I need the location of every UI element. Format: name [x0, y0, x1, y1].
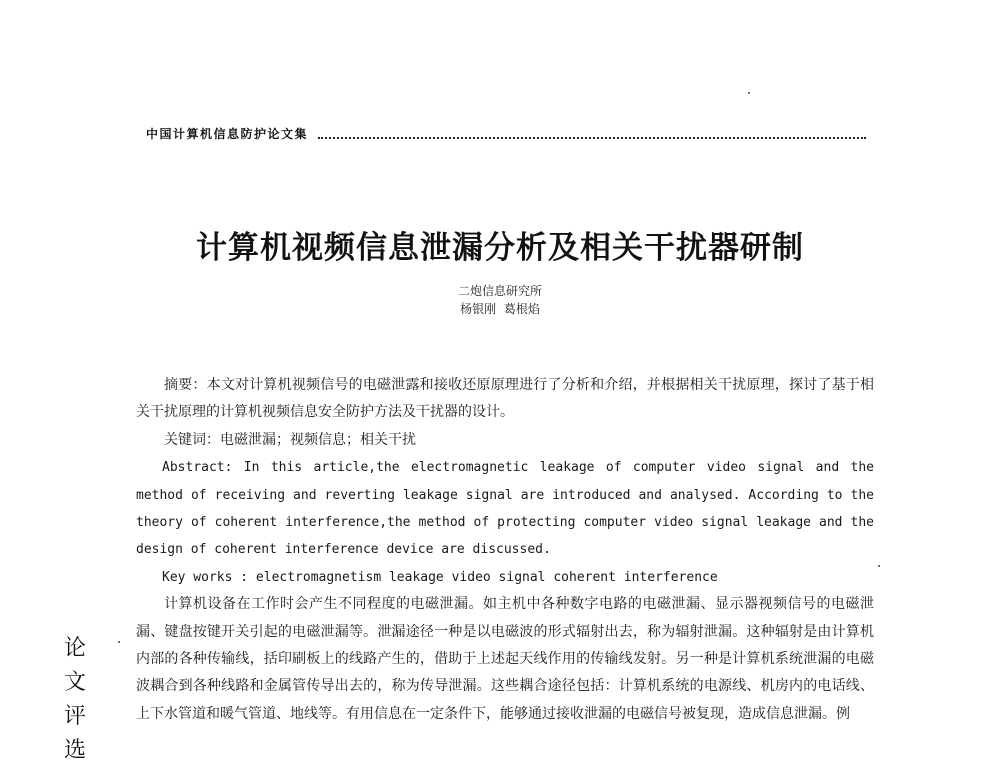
abstract-english: Abstract: In this article,the electromagnetic leakage of computer video signal and the method of receiving and reverting leakage signal are introduced and analysed. According to the theory of coherent interference,the method of protecting computer video signal leakage and the design of coherent interference device are discussed. [136, 460, 874, 558]
body-paragraph: 计算机设备在工作时会产生不同程度的电磁泄漏。如主机中各种数字电路的电磁泄漏、显示器视频信号的电磁泄漏、键盘按键开关引起的电磁泄漏等。泄漏途径一种是以电磁波的形式辐射出去，称为辐射泄漏。这种辐射是由计算机内部的各种传输线，括印刷板上的线路产生的，借助于上述起天线作用的传输线发射。另一种是计算机系统泄漏的电磁波耦合到各种线路和金属管传导出去的，称为传导泄漏。这些耦合途径包括：计算机系统的电源线、机房内的电话线、上下水管道和暖气管道、地线等。有用信息在一定条件下，能够通过接收泄漏的电磁信号被复现，造成信息泄漏。例 [136, 596, 874, 722]
keywords-chinese: 关键词：电磁泄漏；视频信息；相关干扰 [164, 431, 416, 448]
author-affiliation: 二炮信息研究所 [457, 284, 542, 298]
series-title: 中国计算机信息防护论文集 [146, 127, 309, 141]
running-header [146, 124, 866, 142]
scan-speck [748, 92, 750, 94]
side-char: 选 [63, 738, 86, 763]
paper-body [136, 372, 874, 728]
side-char: 论 [63, 636, 86, 661]
header-dotted-rule [318, 137, 866, 139]
side-char: 评 [63, 704, 86, 729]
side-char: 文 [63, 670, 86, 695]
scan-speck [878, 565, 880, 567]
keywords-english: Key works : electromagnetism leakage video signal coherent interference [162, 569, 718, 585]
abstract-chinese: 摘要：本文对计算机视频信号的电磁泄露和接收还原原理进行了分析和介绍，并根据相关干扰原理，探讨了基于相关干扰原理的计算机视频信息安全防护方法及干扰器的设计。 [136, 377, 874, 421]
scan-speck [118, 641, 120, 643]
author-names: 杨银刚 葛根焰 [460, 302, 540, 316]
paper-title: 计算机视频信息泄漏分析及相关干扰器研制 [196, 230, 804, 266]
side-section-label [58, 632, 92, 768]
